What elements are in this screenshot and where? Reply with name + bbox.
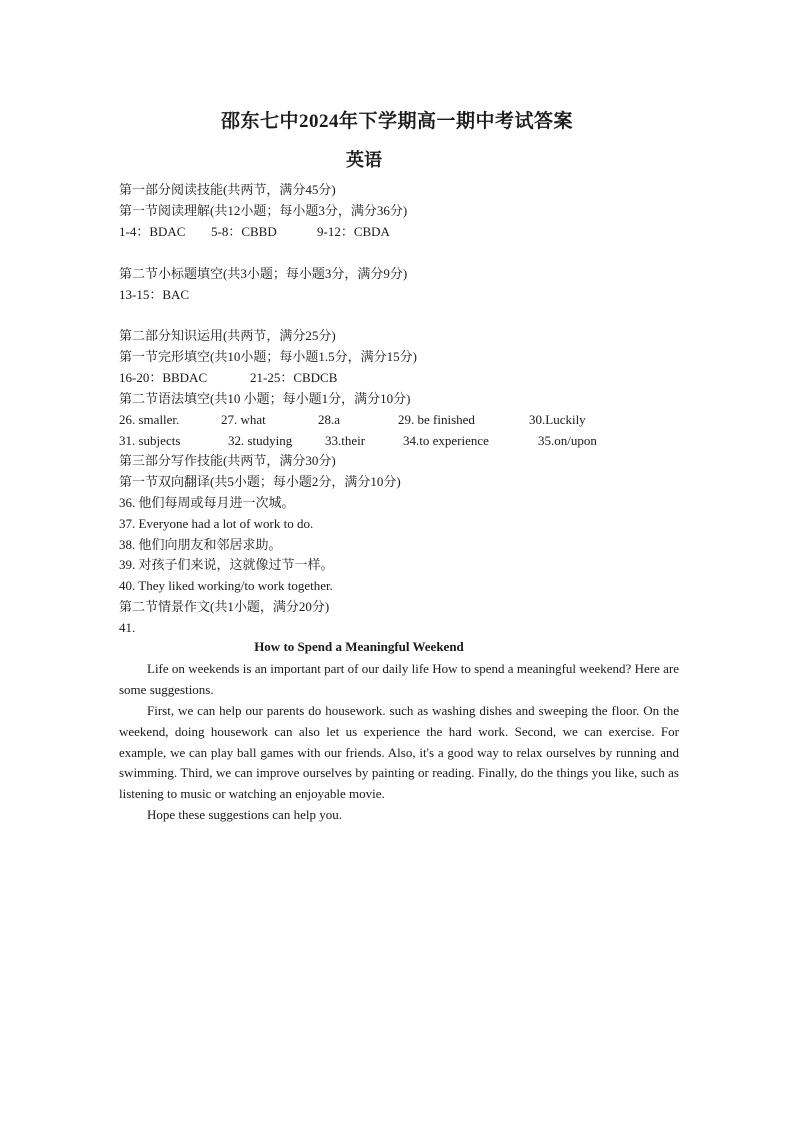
essay-paragraph-text: Life on weekends is an important part of our daily life How to spend a meaningful weekend? Here are some suggestions. (119, 661, 679, 697)
essay-title: How to Spend a Meaningful Weekend (254, 639, 464, 654)
translation-answer: 36. 他们每周或每月进一次城。 (119, 495, 295, 510)
part3-section1-heading: 第一节双向翻译(共5小题；每小题2分，满分10分) (119, 474, 401, 489)
answer-group: 5-8：CBBD (211, 224, 277, 239)
essay-paragraph-text: First, we can help our parents do housework. such as washing dishes and sweeping the floor. On the weekend, doing housework can also let us experience the hard work. Second, we can exercise. For example, we can play ball games with our friends. Also, it's a good way to relax ourselves by running and swimming. Third, we can improve ourselves by painting or reading. Finally, do the things you like, such as listening to music or watching an enjoyable movie. (119, 703, 679, 802)
page-title: 邵东七中2024年下学期高一期中考试答案 (220, 111, 573, 132)
part1-section1-heading: 第一节阅读理解(共12小题；每小题3分，满分36分) (119, 203, 408, 218)
grammar-answer: 26. smaller. (119, 412, 180, 427)
part1-section2-heading: 第二节小标题填空(共3小题；每小题3分，满分9分) (119, 266, 408, 281)
translation-answer: 38. 他们向朋友和邻居求助。 (119, 537, 282, 552)
translation-answer: 37. Everyone had a lot of work to do. (119, 516, 314, 531)
grammar-answer: 27. what (221, 412, 266, 427)
grammar-answer: 31. subjects (119, 433, 181, 448)
essay-paragraph (119, 701, 679, 805)
essay-paragraph (119, 659, 679, 701)
answer-group: 9-12：CBDA (317, 224, 390, 239)
answer-group: 13-15：BAC (119, 287, 190, 302)
grammar-answer: 34.to experience (403, 433, 489, 448)
translation-answer: 39. 对孩子们来说，这就像过节一样。 (119, 557, 334, 572)
part2-section2-heading: 第二节语法填空(共10 小题；每小题1分，满分10分) (119, 391, 411, 406)
answer-group: 1-4：BDAC (119, 224, 186, 239)
grammar-answer: 35.on/upon (538, 433, 597, 448)
subject-title: 英语 (346, 150, 382, 170)
answer-group: 21-25：CBDCB (250, 370, 338, 385)
part2-heading: 第二部分知识运用(共两节，满分25分) (119, 328, 336, 343)
grammar-answer: 32. studying (228, 433, 293, 448)
part3-heading: 第三部分写作技能(共两节，满分30分) (119, 453, 336, 468)
part1-heading: 第一部分阅读技能(共两节，满分45分) (119, 182, 336, 197)
part3-section2-heading: 第二节情景作文(共1小题，满分20分) (119, 599, 330, 614)
grammar-answer: 30.Luckily (529, 412, 586, 427)
essay-paragraph-text: Hope these suggestions can help you. (147, 807, 342, 822)
part2-section1-heading: 第一节完形填空(共10小题；每小题1.5分，满分15分) (119, 349, 417, 364)
question-number: 41. (119, 620, 136, 635)
essay-paragraph (119, 805, 679, 826)
answer-group: 16-20：BBDAC (119, 370, 208, 385)
grammar-answer: 33.their (325, 433, 366, 448)
grammar-answer: 29. be finished (398, 412, 475, 427)
translation-answer: 40. They liked working/to work together. (119, 578, 333, 593)
grammar-answer: 28.a (318, 412, 341, 427)
